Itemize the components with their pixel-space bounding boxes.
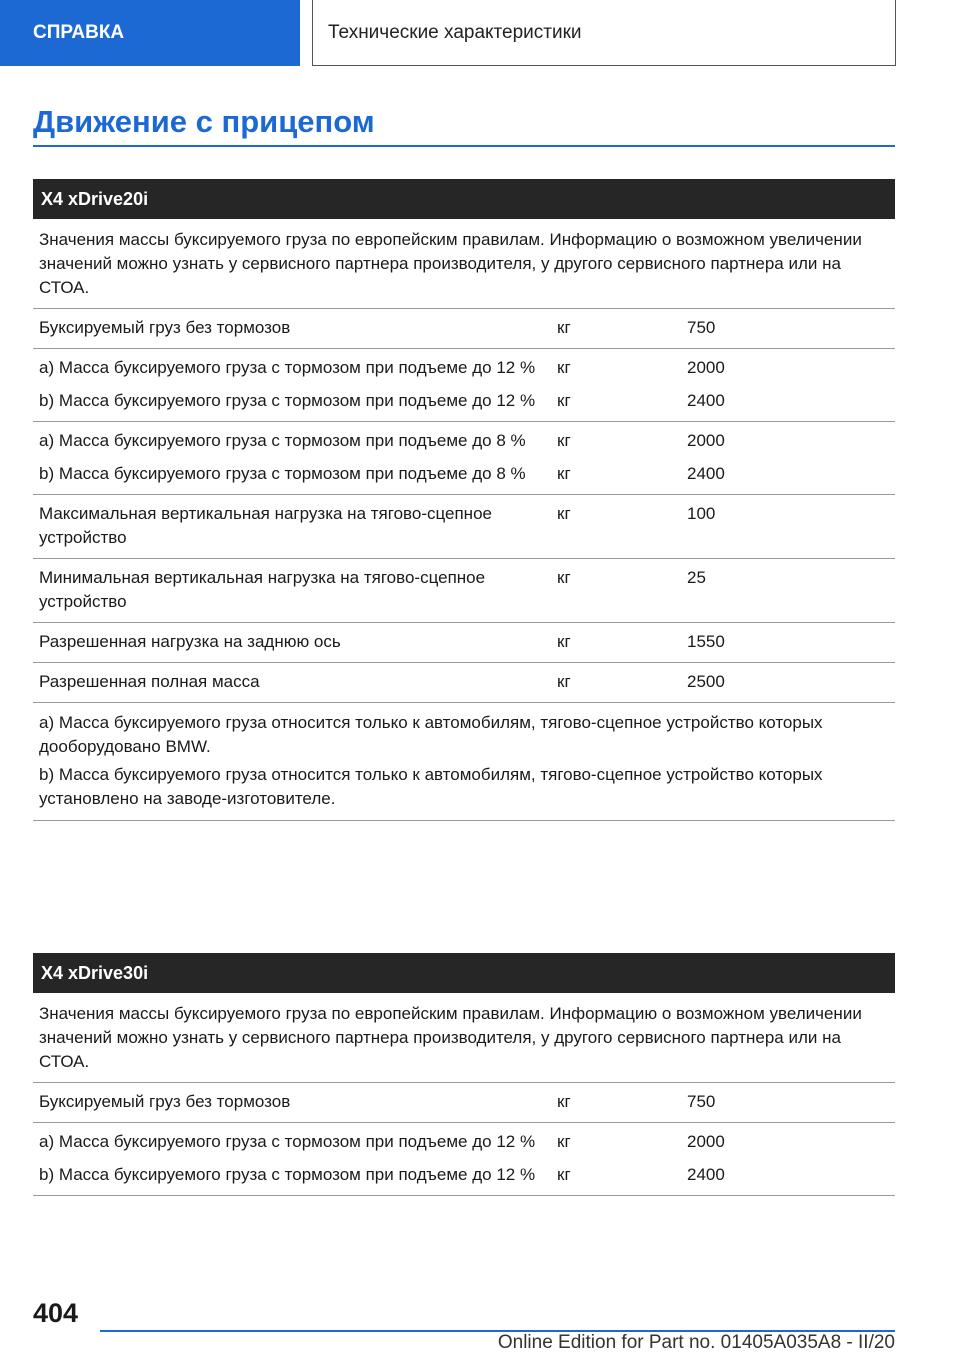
edition-note: Online Edition for Part no. 01405A035A8 - II/20 [497,1332,895,1353]
row-unit-group [553,1123,681,1195]
row-label-a: а) Масса буксируемого груза с тормозом при подъеме до 12 % [39,358,536,377]
row-unit-a: кг [557,1132,571,1151]
row-value: 2500 [687,672,725,691]
spec-section-x4-xdrive20i [33,179,895,821]
row-value-a: 2000 [687,1132,725,1151]
table-row [33,422,895,495]
row-value-b: 2400 [687,391,725,410]
row-label: Разрешенная нагрузка на заднюю ось [39,632,341,651]
table-row [33,349,895,422]
row-label-group [33,349,553,421]
row-value: 1550 [687,632,725,651]
row-label: Разрешенная полная масса [39,672,260,691]
row-label-b: b) Масса буксируемого груза с тормозом при подъеме до 12 % [39,1165,536,1184]
table-row [33,1123,895,1196]
row-value-group [681,349,895,421]
chapter-tab[interactable] [312,0,896,66]
row-value: 750 [687,318,716,337]
table-row [33,495,895,559]
row-value-group [681,422,895,494]
row-label-b: b) Масса буксируемого груза с тормозом при подъеме до 12 % [39,391,536,410]
row-value-group [681,1123,895,1195]
spec-section-x4-xdrive30i [33,953,895,1196]
table-row [33,309,895,349]
row-label-a: а) Масса буксируемого груза с тормозом при подъеме до 8 % [39,431,526,450]
row-label-a: а) Масса буксируемого груза с тормозом при подъеме до 12 % [39,1132,536,1151]
row-unit-a: кг [557,358,571,377]
page-number: 404 [33,1298,79,1328]
footnote-a: а) Масса буксируемого груза относится только к автомобилям, тягово-сцепное устройство которых дооборудовано BMW. [39,713,823,756]
row-unit: кг [557,1092,571,1111]
row-value-b: 2400 [687,1165,725,1184]
section-intro: Значения массы буксируемого груза по европейским правилам. Информацию о возможном увеличении значений можно узнать у сервисного партнера производителя, у другого сервисного партнера или на СТОА. [33,219,895,309]
title-divider [33,145,895,147]
row-unit-a: кг [557,431,571,450]
page-title: Движение с прицепом [33,104,375,139]
row-label-group [33,1123,553,1195]
table-row [33,663,895,703]
row-value-a: 2000 [687,431,725,450]
footnotes [33,703,895,821]
row-unit: кг [557,672,571,691]
row-unit-b: кг [557,1165,571,1184]
row-value-b: 2400 [687,464,725,483]
chapter-label: Технические характеристики [328,21,582,43]
row-value-a: 2000 [687,358,725,377]
row-unit-group [553,349,681,421]
row-value: 100 [687,504,716,523]
row-unit-group [553,422,681,494]
table-row [33,559,895,623]
row-label-group [33,422,553,494]
model-header: X4 xDrive30i [33,953,895,993]
row-value: 25 [687,568,706,587]
row-label: Буксируемый груз без тормозов [39,1092,291,1111]
section-intro: Значения массы буксируемого груза по европейским правилам. Информацию о возможном увеличении значений можно узнать у сервисного партнера производителя, у другого сервисного партнера или на СТОА. [33,993,895,1083]
table-row [33,623,895,663]
row-label: Минимальная вертикальная нагрузка на тягово-сцепное устройство [39,568,486,611]
section-label: СПРАВКА [33,22,125,43]
section-tab[interactable] [0,0,300,66]
row-unit: кг [557,632,571,651]
row-unit-b: кг [557,464,571,483]
row-unit-b: кг [557,391,571,410]
row-unit: кг [557,318,571,337]
table-row [33,1083,895,1123]
footnote-b: b) Масса буксируемого груза относится только к автомобилям, тягово-сцепное устройство которых установлено на заводе-изготовителе. [39,765,823,808]
row-label: Максимальная вертикальная нагрузка на тягово-сцепное устройство [39,504,492,547]
row-unit: кг [557,568,571,587]
row-unit: кг [557,504,571,523]
model-header: X4 xDrive20i [33,179,895,219]
row-label-b: b) Масса буксируемого груза с тормозом при подъеме до 8 % [39,464,526,483]
row-value: 750 [687,1092,716,1111]
row-label: Буксируемый груз без тормозов [39,318,291,337]
